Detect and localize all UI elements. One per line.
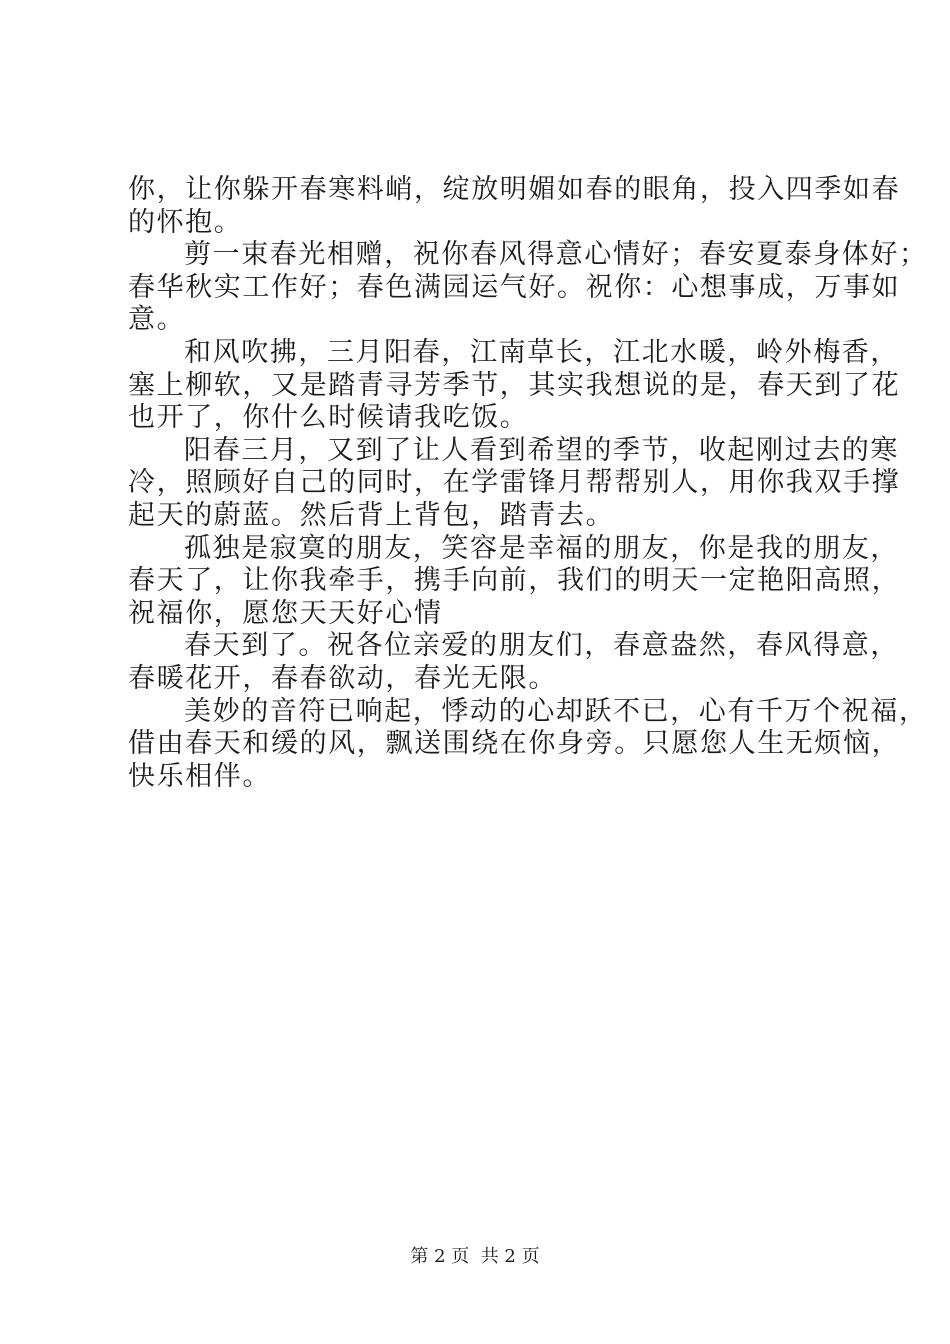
text-line: 也开了，你什么时候请我吃饭。 <box>128 402 529 434</box>
text-line: 意。 <box>128 304 186 336</box>
text-line: 的怀抱。 <box>128 206 243 238</box>
paragraph-start-line: 剪一束春光相赠，祝你春风得意心情好；春安夏泰身体好； <box>184 239 928 271</box>
text-line: 冷，照顾好自己的同时，在学雷锋月帮帮别人，用你我双手撑 <box>128 467 901 499</box>
text-line: 塞上柳软，又是踏青寻芳季节，其实我想说的是，春天到了花 <box>128 369 901 401</box>
text-line: 春天了，让你我牵手，携手向前，我们的明天一定艳阳高照， <box>128 565 901 597</box>
text-line: 祝福你，愿您天天好心情 <box>128 597 443 629</box>
text-line: 快乐相伴。 <box>128 760 271 792</box>
paragraph-start-line: 春天到了。祝各位亲爱的朋友们，春意盎然，春风得意， <box>184 630 899 662</box>
text-line: 春华秋实工作好；春色满园运气好。祝你：心想事成，万事如 <box>128 271 901 303</box>
text-line: 借由春天和缓的风，飘送围绕在你身旁。只愿您人生无烦恼， <box>128 728 901 760</box>
text-line: 起天的蔚蓝。然后背上背包，踏青去。 <box>128 499 615 531</box>
page-footer <box>0 1246 950 1268</box>
paragraph-start-line: 孤独是寂寞的朋友，笑容是幸福的朋友，你是我的朋友， <box>184 532 899 564</box>
paragraph-start-line: 阳春三月，又到了让人看到希望的季节，收起刚过去的寒 <box>184 434 899 466</box>
text-line: 春暖花开，春春欲动，春光无限。 <box>128 662 557 694</box>
document-body <box>128 174 928 793</box>
page-number-indicator: 第 2 页 共 2 页 <box>410 1246 540 1267</box>
text-line: 你，让你躲开春寒料峭，绽放明媚如春的眼角，投入四季如春 <box>128 174 901 205</box>
paragraph-start-line: 和风吹拂，三月阳春，江南草长，江北水暖，岭外梅香， <box>184 336 899 368</box>
paragraph-start-line: 美妙的音符已响起，悸动的心却跃不已，心有千万个祝福， <box>184 695 928 727</box>
